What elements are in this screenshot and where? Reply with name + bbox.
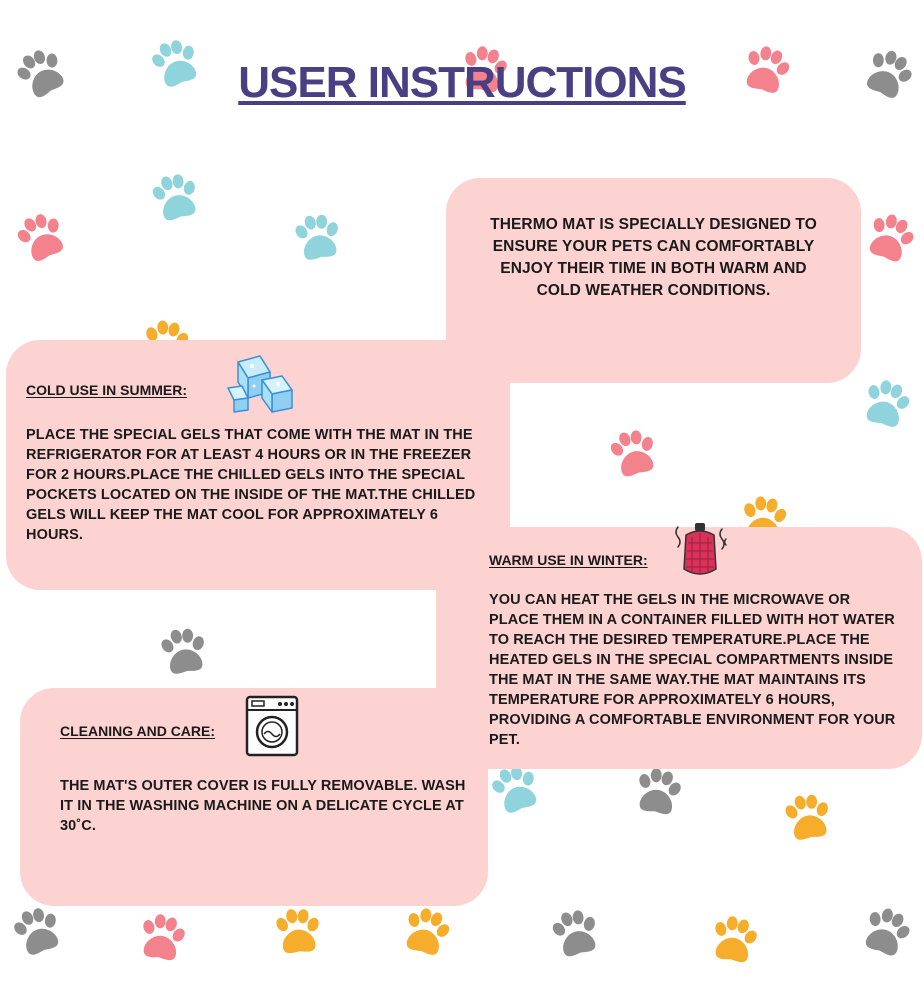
paw-print-icon xyxy=(2,898,71,967)
cleaning-card xyxy=(20,688,488,906)
paw-print-icon xyxy=(854,204,923,273)
cold-use-text: PLACE THE SPECIAL GELS THAT COME WITH THE MAT IN THE REFRIGERATOR FOR AT LEAST 4 HOURS OR IN THE FREEZER FOR 2 HOURS.PLACE THE CHILLED GELS INTO THE SPECIAL POCKETS LOCATED ON THE INSIDE OF THE MAT.THE CHILLED GELS WILL KEEP THE MAT COOL FOR APPROXIMATELY 6 HOURS. xyxy=(26,427,476,543)
paw-print-icon xyxy=(850,898,919,967)
hot-water-bottle-icon xyxy=(668,519,732,581)
paw-print-icon xyxy=(268,904,327,963)
cleaning-heading: CLEANING AND CARE: xyxy=(60,723,216,739)
warm-use-text: YOU CAN HEAT THE GELS IN THE MICROWAVE OR PLACE THEM IN A CONTAINER FILLED WITH HOT WATER TO REACH THE DESIRED TEMPERATURE.PLACE THE HEATED GELS IN THE SPECIAL COMPARTMENTS INSIDE THE MAT IN THE SAME WAY.THE MAT MAINTAINS ITS TEMPERATURE FOR APPROXIMATELY 6 HOURS, PROVIDING A COMFORTABLE ENVIRONMENT FOR YOUR PET. xyxy=(489,592,896,748)
intro-card xyxy=(446,178,861,383)
cold-use-card xyxy=(6,340,510,590)
ice-cubes-icon xyxy=(224,352,302,414)
paw-print-icon xyxy=(626,762,689,825)
paw-print-icon xyxy=(142,166,208,232)
paw-print-icon xyxy=(600,422,666,488)
paw-print-icon xyxy=(130,908,193,971)
page-title: USER INSTRUCTIONS xyxy=(238,58,686,107)
paw-print-icon xyxy=(702,910,765,973)
warm-use-heading: WARM USE IN WINTER: xyxy=(489,552,648,568)
paw-print-icon xyxy=(776,788,839,851)
paw-print-icon xyxy=(392,900,458,966)
warm-use-card xyxy=(436,527,922,769)
paw-print-icon xyxy=(852,372,918,438)
cleaning-text: THE MAT'S OUTER COVER IS FULLY REMOVABLE. WASH IT IN THE WASHING MACHINE ON A DELICATE CYCLE AT 30˚C. xyxy=(60,778,466,834)
washing-machine-icon xyxy=(244,694,300,758)
cold-use-heading: COLD USE IN SUMMER: xyxy=(26,382,187,398)
paw-print-icon xyxy=(542,902,608,968)
intro-text: THERMO MAT IS SPECIALLY DESIGNED TO ENSURE YOUR PETS CAN COMFORTABLY ENJOY THEIR TIME IN BOTH WARM AND COLD WEATHER CONDITIONS. xyxy=(490,216,817,299)
paw-print-icon xyxy=(5,203,77,275)
paw-print-icon xyxy=(286,208,349,271)
paw-print-icon xyxy=(152,622,215,685)
